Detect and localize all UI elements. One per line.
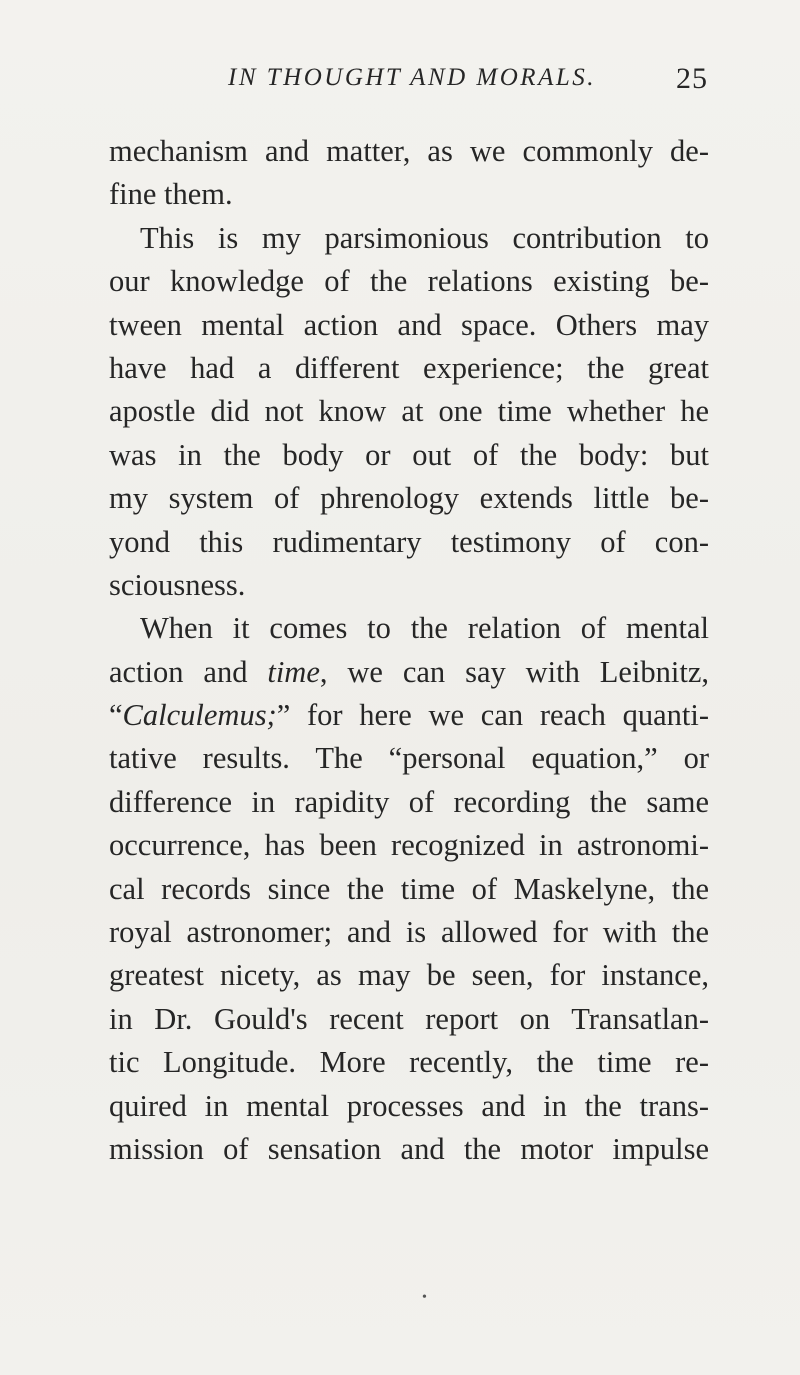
text-line: royal astronomer; and is allowed for with the [109, 915, 709, 950]
text-line: have had a different experience; the great [109, 350, 709, 385]
text-line: tic Longitude. More recently, the time re- [109, 1045, 709, 1080]
page-number: 25 [676, 62, 708, 95]
text-line: difference in rapidity of recording the same [109, 784, 709, 819]
italic-word: Calculemus; [122, 698, 277, 733]
body-text [109, 130, 709, 1171]
text-line: tative results. The “personal equation,” or [109, 741, 709, 776]
text-line: This is my parsimonious contribution to [140, 220, 709, 255]
text-line: When it comes to the relation of mental [140, 611, 709, 646]
running-title: IN THOUGHT AND MORALS. [228, 64, 597, 91]
text-line: quired in mental processes and in the trans- [109, 1088, 709, 1123]
printer-mark: • [422, 1290, 427, 1305]
text-line: occurrence, has been recognized in astronomi- [109, 828, 709, 863]
text-line: our knowledge of the relations existing be- [109, 264, 709, 299]
italic-word: time [267, 654, 320, 689]
text-line: sciousness. [109, 567, 246, 602]
text-line: in Dr. Gould's recent report on Transatlan- [109, 1001, 709, 1036]
text-line: “Calculemus;” for here we can reach quanti- [109, 698, 709, 733]
text-line: mission of sensation and the motor impulse [109, 1131, 709, 1166]
text-line: cal records since the time of Maskelyne, the [109, 871, 709, 906]
text-line: fine them. [109, 177, 233, 212]
text-line: apostle did not know at one time whether he [109, 394, 709, 429]
text-line: action and time, we can say with Leibnitz, [109, 654, 709, 689]
text-line: mechanism and matter, as we commonly de- [109, 134, 709, 168]
page-header [228, 64, 708, 104]
text-line: tween mental action and space. Others may [109, 307, 709, 342]
text-line: greatest nicety, as may be seen, for instance, [109, 958, 709, 993]
text-line: was in the body or out of the body: but [109, 437, 709, 472]
text-line: my system of phrenology extends little be- [109, 481, 709, 516]
text-line: yond this rudimentary testimony of con- [109, 524, 709, 559]
